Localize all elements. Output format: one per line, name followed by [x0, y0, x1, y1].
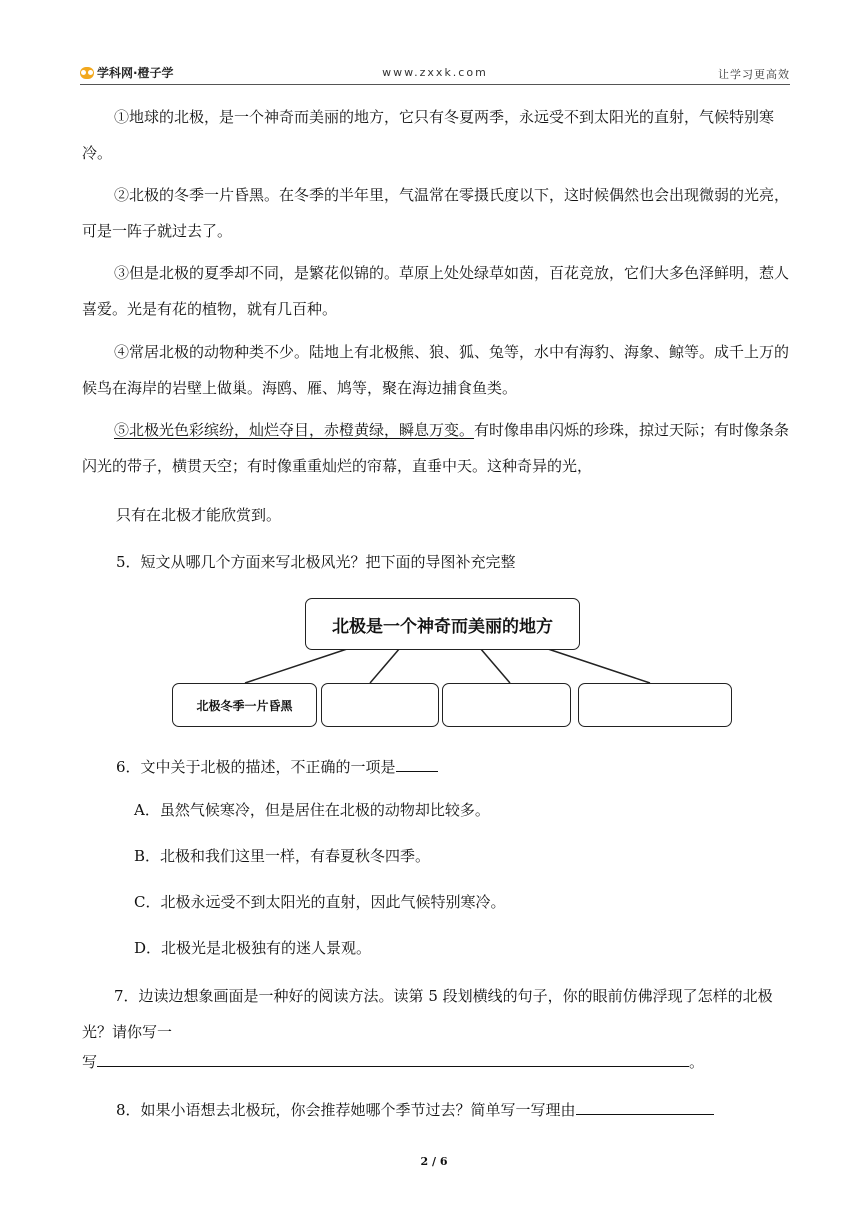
passage-paragraph-2: ②北极的冬季一片昏黑。在冬季的半年里，气温常在零摄氏度以下，这时候偶然也会出现微弱的光亮，可是一阵子就过去了。 [82, 186, 790, 240]
connector-line-1 [245, 648, 350, 683]
mindmap-leaf-3-answer-box[interactable] [442, 683, 571, 727]
q7-line-end: 。 [689, 1053, 705, 1071]
q7-line-start: 写 [82, 1053, 98, 1071]
connector-line-2 [370, 648, 400, 683]
header-url: www.zxxk.com [382, 66, 488, 79]
underlined-sentence: ⑤北极光色彩缤纷，灿烂夺目，赤橙黄绿，瞬息万变。 [114, 421, 475, 439]
mindmap-leaf-4-answer-box[interactable] [578, 683, 732, 727]
passage-paragraph-1: ①地球的北极，是一个神奇而美丽的地方，它只有冬夏两季，永远受不到太阳光的直射，气候特别寒冷。 [82, 108, 775, 162]
page-header [80, 62, 790, 84]
logo-text: 学科网·橙子学 [97, 66, 174, 80]
q6-option-b: B．北极和我们这里一样，有春夏秋冬四季。 [134, 847, 431, 865]
header-slogan: 让学习更高效 [718, 68, 790, 81]
paragraph-5-rest: 有时像串串闪烁的珍珠，掠过天际；有时像条条闪光的带子，横贯天空；有时像重重灿烂的帘幕，直垂中天。这种奇异的光， [82, 421, 790, 475]
header-divider [80, 84, 790, 85]
question-6-answer-blank[interactable] [396, 755, 438, 772]
question-8 [116, 1092, 796, 1128]
q6-option-a: A．虽然气候寒冷，但是居住在北极的动物却比较多。 [134, 801, 490, 819]
question-8-text: 8．如果小语想去北极玩，你会推荐她哪个季节过去？简单写一写理由 [116, 1101, 576, 1119]
connector-line-4 [545, 648, 650, 683]
q6-option-c: C．北极永远受不到太阳光的直射，因此气候特别寒冷。 [134, 893, 506, 911]
passage-paragraph-3: ③但是北极的夏季却不同，是繁花似锦的。草原上处处绿草如茵，百花竞放，它们大多色泽鲜明，惹人喜爱。光是有花的植物，就有几百种。 [82, 264, 790, 318]
mindmap-root: 北极是一个神奇而美丽的地方 [305, 598, 580, 650]
q6-option-d: D．北极光是北极独有的迷人景观。 [134, 939, 372, 957]
question-6-text: 6．文中关于北极的描述，不正确的一项是 [116, 758, 396, 776]
connector-line-3 [480, 648, 510, 683]
passage-paragraph-4: ④常居北极的动物种类不少。陆地上有北极熊、狼、狐、兔等，水中有海豹、海象、鲸等。成千上万的候鸟在海岸的岩壁上做巢。海鸥、雁、鸠等，聚在海边捕食鱼类。 [82, 343, 790, 397]
question-6 [116, 749, 826, 785]
question-5: 5．短文从哪几个方面来写北极风光？把下面的导图补充完整 [116, 553, 516, 571]
passage-paragraph-5 [82, 412, 792, 484]
question-7: 7．边读边想象画面是一种好的阅读方法。读第 5 段划横线的句子，你的眼前仿佛浮现了怎样的北极光？请你写一 [82, 987, 773, 1041]
question-7-answer-blank[interactable] [97, 1050, 689, 1067]
mindmap-leaf-1: 北极冬季一片昏黑 [172, 683, 317, 727]
question-8-answer-blank[interactable] [576, 1098, 714, 1115]
mindmap-leaf-2-answer-box[interactable] [321, 683, 439, 727]
page-number: 2 / 6 [420, 1155, 448, 1168]
question-7-answer-line [82, 1044, 792, 1080]
passage-paragraph-5-tail: 只有在北极才能欣赏到。 [116, 506, 282, 524]
